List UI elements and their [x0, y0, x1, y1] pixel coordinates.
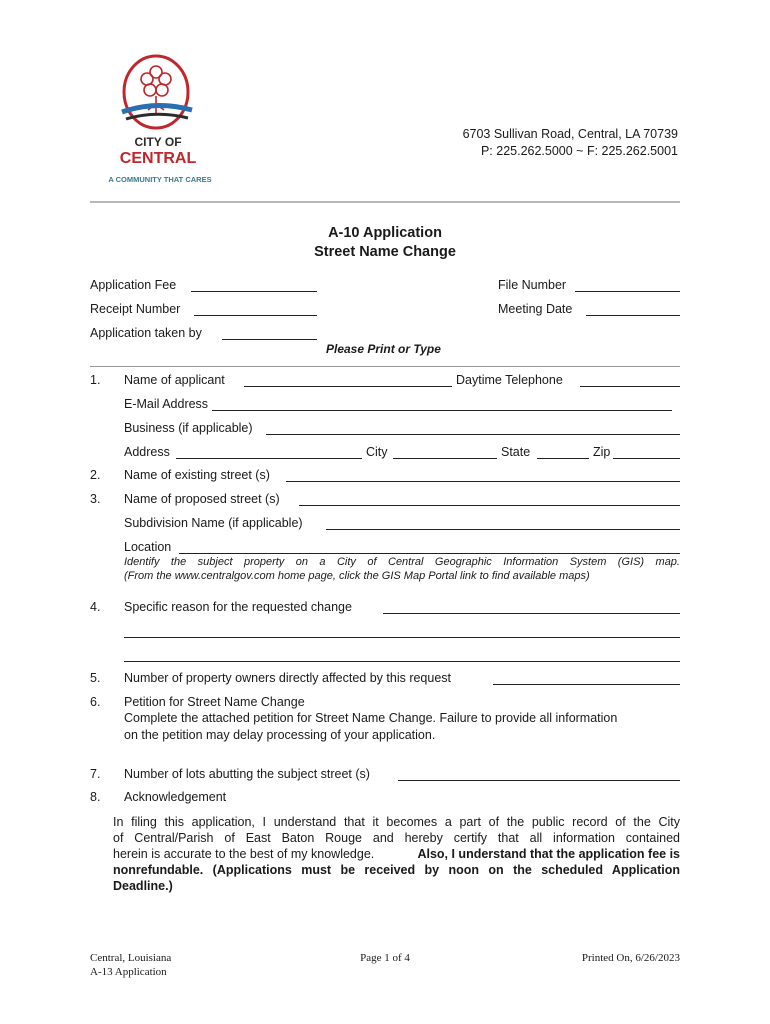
ack-line-2: of Central/Parish of East Baton Rouge and hereby certify that all information contained [113, 831, 680, 845]
ack-line-5: Deadline.) [113, 879, 173, 893]
gis-portal-note: (From the www.centralgov.com home page, click the GIS Map Portal link to find available maps) [124, 570, 590, 582]
location-field[interactable] [179, 553, 680, 554]
office-phone-fax: P: 225.262.5000 ~ F: 225.262.5001 [480, 144, 678, 158]
application-fee-label: Application Fee [90, 278, 177, 292]
abutting-lots-label: Number of lots abutting the subject street (s) [124, 767, 370, 781]
state-field[interactable] [537, 458, 589, 459]
meeting-date-label: Meeting Date [498, 302, 573, 316]
meeting-date-field[interactable] [586, 315, 680, 316]
email-field[interactable] [212, 410, 672, 411]
item-number: 6. [90, 695, 101, 709]
applicant-name-field[interactable] [244, 386, 452, 387]
item-number: 3. [90, 492, 101, 506]
item-number: 2. [90, 468, 101, 482]
petition-instructions-cont: on the petition may delay processing of your application. [124, 728, 436, 742]
item-number: 1. [90, 373, 101, 387]
city-logo-emblem-icon [92, 48, 232, 190]
ack-line-3-fee-notice: Also, I understand that the application fee is [417, 847, 680, 861]
logo-line-2: CENTRAL [119, 150, 197, 167]
receipt-number-label: Receipt Number [90, 302, 181, 316]
zip-field[interactable] [613, 458, 680, 459]
email-label: E-Mail Address [124, 397, 209, 411]
proposed-street-label: Name of proposed street (s) [124, 492, 280, 506]
subdivision-field[interactable] [326, 529, 680, 530]
reason-field-line-3[interactable] [124, 661, 680, 662]
section-divider [90, 366, 680, 367]
application-taken-by-label: Application taken by [90, 326, 202, 340]
location-note: Identify the subject property on a City of Central Geographic Information System (GIS) map. [124, 556, 680, 568]
logo-line-1: CITY OF [134, 135, 182, 149]
item-number: 7. [90, 767, 101, 781]
ack-line-3 [113, 846, 680, 863]
abutting-lots-field[interactable] [398, 780, 680, 781]
city-of-central-logo [92, 48, 232, 190]
footer-location: Central, Louisiana [90, 952, 172, 964]
ack-line-3-certification: herein is accurate to the best of my knowledge. [113, 847, 375, 861]
petition-heading: Petition for Street Name Change [124, 695, 305, 709]
proposed-street-field[interactable] [299, 505, 680, 506]
item-number: 4. [90, 600, 101, 614]
zip-label: Zip [593, 445, 611, 459]
business-field[interactable] [266, 434, 680, 435]
footer-form-id: A-13 Application [90, 966, 167, 978]
existing-street-label: Name of existing street (s) [124, 468, 270, 482]
address-field[interactable] [176, 458, 362, 459]
acknowledgement-heading: Acknowledgement [124, 790, 227, 804]
petition-instructions: Complete the attached petition for Street Name Change. Failure to provide all information [124, 711, 618, 725]
state-label: State [501, 445, 531, 459]
subdivision-label: Subdivision Name (if applicable) [124, 516, 303, 530]
application-fee-field[interactable] [191, 291, 317, 292]
footer-printed-date: Printed On, 6/26/2023 [581, 952, 680, 964]
print-or-type-note: Please Print or Type [326, 342, 441, 356]
address-label: Address [124, 445, 170, 459]
application-taken-by-field[interactable] [222, 339, 317, 340]
file-number-field[interactable] [575, 291, 680, 292]
city-field[interactable] [393, 458, 497, 459]
location-label: Location [124, 540, 172, 554]
owners-affected-label: Number of property owners directly affected by this request [124, 671, 452, 685]
form-title: A-10 Application [328, 225, 442, 241]
reason-label: Specific reason for the requested change [124, 600, 352, 614]
reason-field-line-2[interactable] [124, 637, 680, 638]
receipt-number-field[interactable] [194, 315, 317, 316]
existing-street-field[interactable] [286, 481, 680, 482]
item-number: 5. [90, 671, 101, 685]
office-address: 6703 Sullivan Road, Central, LA 70739 [462, 127, 678, 141]
header-divider [90, 201, 680, 203]
business-label: Business (if applicable) [124, 421, 253, 435]
item-number: 8. [90, 790, 101, 804]
applicant-name-label: Name of applicant [124, 373, 225, 387]
form-subtitle: Street Name Change [314, 244, 456, 260]
owners-affected-field[interactable] [493, 684, 680, 685]
city-label: City [366, 445, 388, 459]
footer-page-number: Page 1 of 4 [360, 952, 410, 964]
ack-line-4: nonrefundable. (Applications must be received by noon on the scheduled Application [113, 863, 680, 877]
reason-field[interactable] [383, 613, 680, 614]
daytime-telephone-label: Daytime Telephone [456, 373, 563, 387]
daytime-telephone-field[interactable] [580, 386, 680, 387]
file-number-label: File Number [498, 278, 567, 292]
ack-line-1: In filing this application, I understand that it becomes a part of the public record of the City [113, 815, 680, 829]
logo-tagline: A COMMUNITY THAT CARES [108, 175, 212, 184]
